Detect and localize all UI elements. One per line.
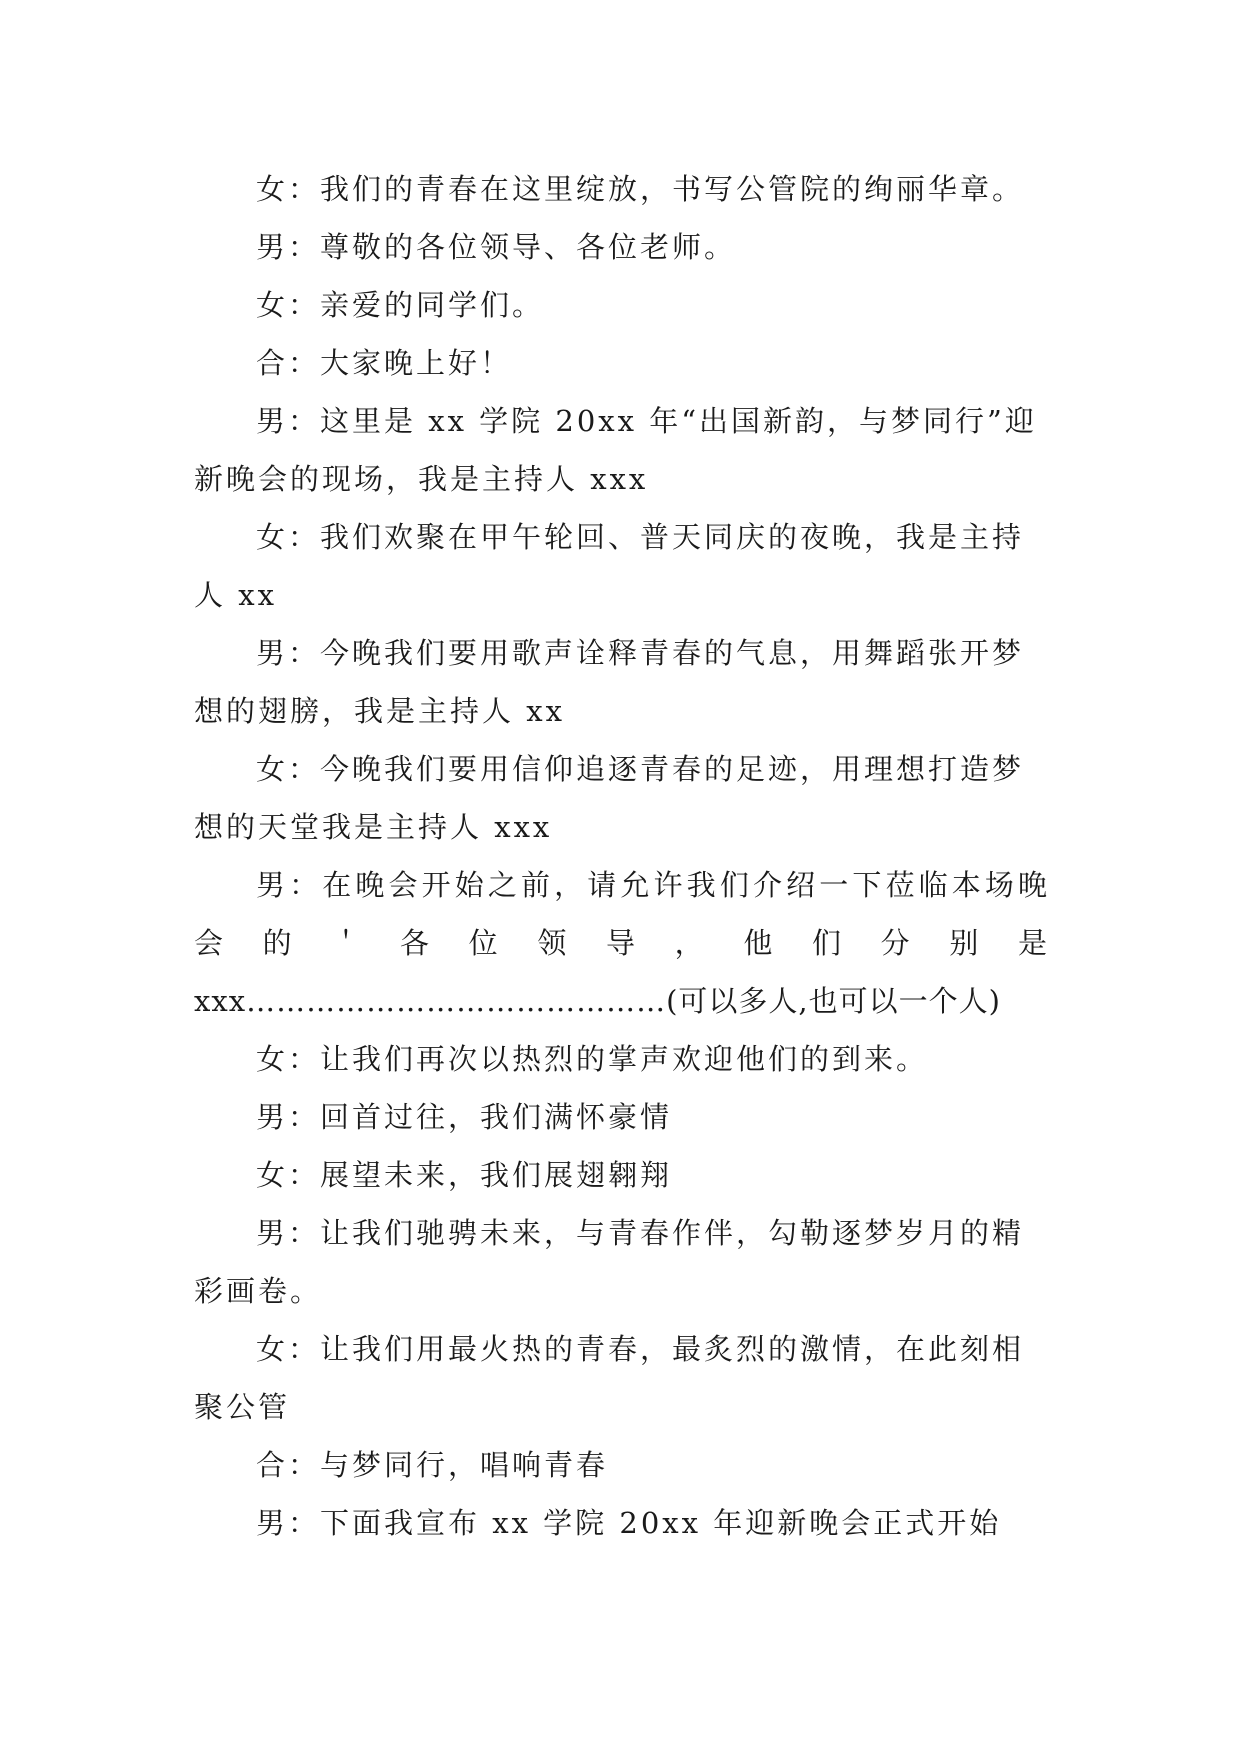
paragraph: 男：下面我宣布 xx 学院 20xx 年迎新晚会正式开始	[256, 1506, 1002, 1540]
paragraph: 男：在晚会开始之前，请允许我们介绍一下莅临本场晚会的＇各位领导，他们分别是	[194, 868, 1050, 960]
paragraph: 女：我们欢聚在甲午轮回、普天同庆的夜晚，我是主持人 xx	[194, 520, 1025, 612]
paragraph: 男：回首过往，我们满怀豪情	[256, 1100, 673, 1134]
document-body	[194, 160, 1050, 1552]
paragraph: 男：这里是 xx 学院 20xx 年“出国新韵，与梦同行”迎新晚会的现场，我是主持人 xxx	[194, 404, 1037, 496]
paragraph: 合：大家晚上好！	[256, 346, 513, 380]
paragraph: 男：让我们驰骋未来，与青春作伴，勾勒逐梦岁月的精彩画卷。	[194, 1216, 1025, 1308]
paragraph: 女：亲爱的同学们。	[256, 288, 545, 322]
paragraph: 男：尊敬的各位领导、各位老师。	[256, 230, 737, 264]
paragraph: 女：展望未来，我们展翅翱翔	[256, 1158, 673, 1192]
paragraph: 女：让我们再次以热烈的掌声欢迎他们的到来。	[256, 1042, 929, 1076]
paragraph: xxx……………………………………(可以多人,也可以一个人)	[194, 984, 1001, 1018]
paragraph: 女：让我们用最火热的青春，最炙烈的激情，在此刻相聚公管	[194, 1332, 1025, 1424]
paragraph: 男：今晚我们要用歌声诠释青春的气息，用舞蹈张开梦想的翅膀，我是主持人 xx	[194, 636, 1025, 728]
paragraph: 女：今晚我们要用信仰追逐青春的足迹，用理想打造梦想的天堂我是主持人 xxx	[194, 752, 1025, 844]
paragraph: 合：与梦同行，唱响青春	[256, 1448, 609, 1482]
paragraph: 女：我们的青春在这里绽放，书写公管院的绚丽华章。	[256, 172, 1025, 206]
